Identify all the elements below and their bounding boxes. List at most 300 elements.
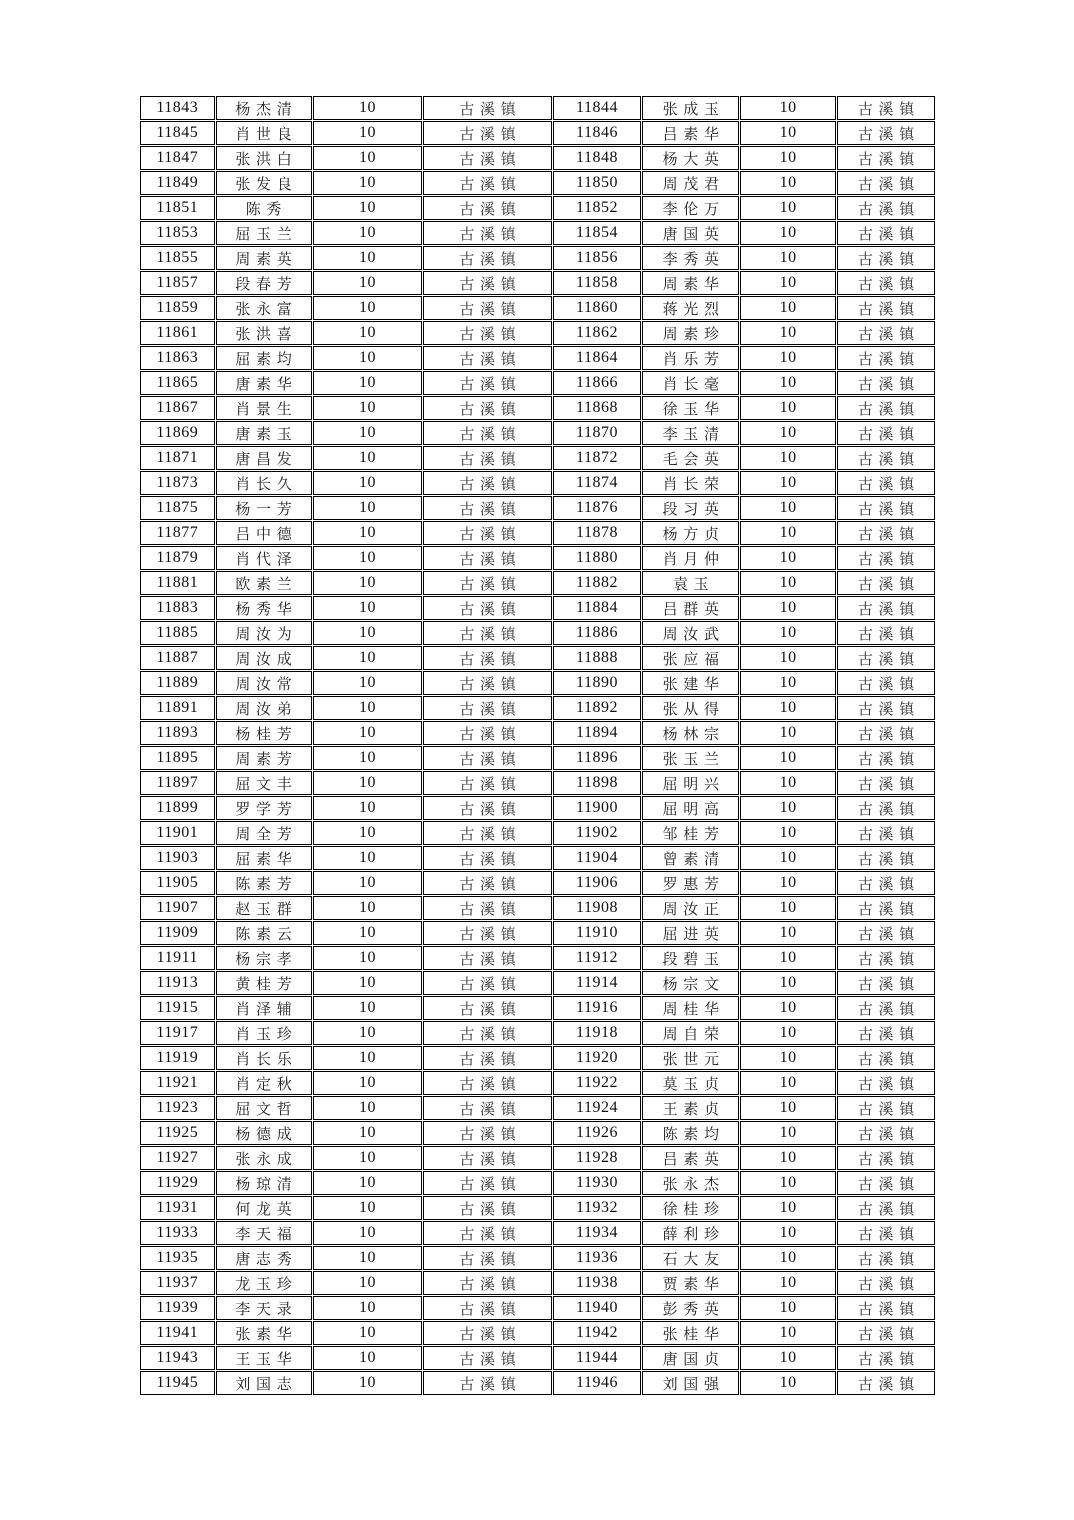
town-cell-right: 古溪镇 — [837, 1121, 935, 1145]
town-cell-left: 古溪镇 — [423, 746, 551, 770]
town-cell-right: 古溪镇 — [837, 871, 935, 895]
serial-cell-right: 11896 — [553, 746, 642, 770]
serial-cell-right: 11922 — [553, 1071, 642, 1095]
name-cell-right: 彭秀英 — [642, 1296, 739, 1320]
town-cell-right: 古溪镇 — [837, 121, 935, 145]
amount-cell-left: 10 — [313, 996, 423, 1020]
table-row — [140, 621, 935, 645]
name-cell-right: 张世元 — [642, 1046, 739, 1070]
serial-cell-left: 11855 — [140, 246, 215, 270]
name-cell-right: 袁玉 — [642, 571, 739, 595]
amount-cell-left: 10 — [313, 1071, 423, 1095]
amount-cell-left: 10 — [313, 196, 423, 220]
town-cell-left: 古溪镇 — [423, 396, 551, 420]
serial-cell-right: 11920 — [553, 1046, 642, 1070]
town-cell-right: 古溪镇 — [837, 1371, 935, 1395]
name-cell-left: 肖景生 — [216, 396, 312, 420]
amount-cell-right: 10 — [740, 1096, 836, 1120]
amount-cell-left: 10 — [313, 946, 423, 970]
name-cell-left: 屈文哲 — [216, 1096, 312, 1120]
serial-cell-right: 11906 — [553, 871, 642, 895]
name-cell-right: 徐桂珍 — [642, 1196, 739, 1220]
town-cell-right: 古溪镇 — [837, 1271, 935, 1295]
name-cell-right: 周素华 — [642, 271, 739, 295]
name-cell-right: 张从得 — [642, 696, 739, 720]
town-cell-right: 古溪镇 — [837, 996, 935, 1020]
amount-cell-right: 10 — [740, 321, 836, 345]
town-cell-right: 古溪镇 — [837, 521, 935, 545]
name-cell-left: 赵玉群 — [216, 896, 312, 920]
serial-cell-right: 11918 — [553, 1021, 642, 1045]
town-cell-left: 古溪镇 — [423, 121, 551, 145]
town-cell-right: 古溪镇 — [837, 396, 935, 420]
table-row — [140, 521, 935, 545]
town-cell-left: 古溪镇 — [423, 1071, 551, 1095]
serial-cell-right: 11856 — [553, 246, 642, 270]
serial-cell-right: 11898 — [553, 771, 642, 795]
name-cell-left: 段春芳 — [216, 271, 312, 295]
amount-cell-right: 10 — [740, 721, 836, 745]
amount-cell-left: 10 — [313, 671, 423, 695]
serial-cell-right: 11924 — [553, 1096, 642, 1120]
amount-cell-right: 10 — [740, 421, 836, 445]
table-row — [140, 221, 935, 245]
town-cell-left: 古溪镇 — [423, 371, 551, 395]
table-row — [140, 1121, 935, 1145]
amount-cell-right: 10 — [740, 1196, 836, 1220]
name-cell-left: 杨秀华 — [216, 596, 312, 620]
town-cell-right: 古溪镇 — [837, 971, 935, 995]
name-cell-right: 屈明高 — [642, 796, 739, 820]
name-cell-right: 屈进英 — [642, 921, 739, 945]
amount-cell-left: 10 — [313, 271, 423, 295]
name-cell-right: 刘国强 — [642, 1371, 739, 1395]
town-cell-right: 古溪镇 — [837, 796, 935, 820]
serial-cell-right: 11904 — [553, 846, 642, 870]
name-cell-right: 杨大英 — [642, 146, 739, 170]
serial-cell-right: 11874 — [553, 471, 642, 495]
town-cell-right: 古溪镇 — [837, 221, 935, 245]
name-cell-right: 周汝武 — [642, 621, 739, 645]
town-cell-right: 古溪镇 — [837, 1196, 935, 1220]
name-cell-left: 唐素玉 — [216, 421, 312, 445]
amount-cell-right: 10 — [740, 521, 836, 545]
name-cell-left: 杨一芳 — [216, 496, 312, 520]
amount-cell-right: 10 — [740, 1321, 836, 1345]
name-cell-left: 陈素芳 — [216, 871, 312, 895]
name-cell-left: 刘国志 — [216, 1371, 312, 1395]
serial-cell-left: 11845 — [140, 121, 215, 145]
serial-cell-right: 11888 — [553, 646, 642, 670]
town-cell-left: 古溪镇 — [423, 671, 551, 695]
town-cell-right: 古溪镇 — [837, 496, 935, 520]
table-row — [140, 796, 935, 820]
town-cell-left: 古溪镇 — [423, 221, 551, 245]
amount-cell-right: 10 — [740, 996, 836, 1020]
town-cell-left: 古溪镇 — [423, 946, 551, 970]
name-cell-left: 张永成 — [216, 1146, 312, 1170]
amount-cell-left: 10 — [313, 1371, 423, 1395]
amount-cell-right: 10 — [740, 1021, 836, 1045]
name-cell-left: 唐素华 — [216, 371, 312, 395]
town-cell-left: 古溪镇 — [423, 1171, 551, 1195]
amount-cell-left: 10 — [313, 1146, 423, 1170]
amount-cell-left: 10 — [313, 346, 423, 370]
table-row — [140, 1246, 935, 1270]
serial-cell-left: 11913 — [140, 971, 215, 995]
table-row — [140, 1271, 935, 1295]
name-cell-right: 张应福 — [642, 646, 739, 670]
town-cell-right: 古溪镇 — [837, 446, 935, 470]
town-cell-left: 古溪镇 — [423, 846, 551, 870]
town-cell-right: 古溪镇 — [837, 271, 935, 295]
serial-cell-left: 11875 — [140, 496, 215, 520]
amount-cell-right: 10 — [740, 221, 836, 245]
amount-cell-right: 10 — [740, 96, 836, 120]
amount-cell-right: 10 — [740, 646, 836, 670]
name-cell-left: 陈素云 — [216, 921, 312, 945]
serial-cell-left: 11865 — [140, 371, 215, 395]
table-row — [140, 771, 935, 795]
amount-cell-left: 10 — [313, 1246, 423, 1270]
serial-cell-left: 11927 — [140, 1146, 215, 1170]
town-cell-left: 古溪镇 — [423, 321, 551, 345]
town-cell-right: 古溪镇 — [837, 646, 935, 670]
serial-cell-right: 11926 — [553, 1121, 642, 1145]
name-cell-right: 李秀英 — [642, 246, 739, 270]
serial-cell-left: 11925 — [140, 1121, 215, 1145]
name-cell-left: 张永富 — [216, 296, 312, 320]
serial-cell-right: 11858 — [553, 271, 642, 295]
name-cell-right: 李伦万 — [642, 196, 739, 220]
serial-cell-right: 11884 — [553, 596, 642, 620]
table-row — [140, 571, 935, 595]
town-cell-left: 古溪镇 — [423, 1321, 551, 1345]
amount-cell-left: 10 — [313, 396, 423, 420]
name-cell-right: 罗惠芳 — [642, 871, 739, 895]
name-cell-left: 周素英 — [216, 246, 312, 270]
serial-cell-right: 11932 — [553, 1196, 642, 1220]
town-cell-left: 古溪镇 — [423, 446, 551, 470]
serial-cell-left: 11891 — [140, 696, 215, 720]
town-cell-left: 古溪镇 — [423, 921, 551, 945]
town-cell-right: 古溪镇 — [837, 921, 935, 945]
serial-cell-right: 11940 — [553, 1296, 642, 1320]
table-row — [140, 96, 935, 120]
table-row — [140, 746, 935, 770]
town-cell-right: 古溪镇 — [837, 371, 935, 395]
table-row — [140, 121, 935, 145]
amount-cell-right: 10 — [740, 696, 836, 720]
serial-cell-right: 11914 — [553, 971, 642, 995]
roster-table — [139, 95, 936, 1396]
amount-cell-left: 10 — [313, 496, 423, 520]
serial-cell-right: 11912 — [553, 946, 642, 970]
table-row — [140, 1221, 935, 1245]
name-cell-right: 吕素英 — [642, 1146, 739, 1170]
name-cell-right: 张成玉 — [642, 96, 739, 120]
serial-cell-right: 11892 — [553, 696, 642, 720]
amount-cell-right: 10 — [740, 396, 836, 420]
table-row — [140, 996, 935, 1020]
amount-cell-left: 10 — [313, 1296, 423, 1320]
serial-cell-right: 11942 — [553, 1321, 642, 1345]
serial-cell-right: 11908 — [553, 896, 642, 920]
town-cell-left: 古溪镇 — [423, 296, 551, 320]
amount-cell-left: 10 — [313, 1346, 423, 1370]
name-cell-left: 杨琼清 — [216, 1171, 312, 1195]
amount-cell-right: 10 — [740, 1121, 836, 1145]
table-row — [140, 1321, 935, 1345]
amount-cell-left: 10 — [313, 321, 423, 345]
town-cell-right: 古溪镇 — [837, 846, 935, 870]
serial-cell-left: 11939 — [140, 1296, 215, 1320]
town-cell-right: 古溪镇 — [837, 1221, 935, 1245]
table-row — [140, 1346, 935, 1370]
name-cell-right: 周自荣 — [642, 1021, 739, 1045]
name-cell-left: 屈玉兰 — [216, 221, 312, 245]
amount-cell-left: 10 — [313, 1171, 423, 1195]
table-row — [140, 1071, 935, 1095]
amount-cell-left: 10 — [313, 596, 423, 620]
name-cell-left: 周汝弟 — [216, 696, 312, 720]
town-cell-left: 古溪镇 — [423, 196, 551, 220]
serial-cell-left: 11869 — [140, 421, 215, 445]
amount-cell-right: 10 — [740, 946, 836, 970]
serial-cell-right: 11870 — [553, 421, 642, 445]
town-cell-right: 古溪镇 — [837, 696, 935, 720]
name-cell-left: 唐昌发 — [216, 446, 312, 470]
table-row — [140, 1046, 935, 1070]
serial-cell-left: 11867 — [140, 396, 215, 420]
amount-cell-left: 10 — [313, 146, 423, 170]
serial-cell-right: 11852 — [553, 196, 642, 220]
amount-cell-right: 10 — [740, 346, 836, 370]
amount-cell-left: 10 — [313, 296, 423, 320]
amount-cell-right: 10 — [740, 496, 836, 520]
amount-cell-right: 10 — [740, 596, 836, 620]
name-cell-left: 屈素华 — [216, 846, 312, 870]
name-cell-right: 肖长毫 — [642, 371, 739, 395]
town-cell-left: 古溪镇 — [423, 1346, 551, 1370]
table-row — [140, 921, 935, 945]
amount-cell-right: 10 — [740, 921, 836, 945]
serial-cell-left: 11885 — [140, 621, 215, 645]
amount-cell-left: 10 — [313, 521, 423, 545]
name-cell-left: 李天录 — [216, 1296, 312, 1320]
serial-cell-left: 11915 — [140, 996, 215, 1020]
name-cell-right: 张玉兰 — [642, 746, 739, 770]
name-cell-right: 邹桂芳 — [642, 821, 739, 845]
amount-cell-right: 10 — [740, 846, 836, 870]
name-cell-left: 唐志秀 — [216, 1246, 312, 1270]
town-cell-right: 古溪镇 — [837, 246, 935, 270]
amount-cell-left: 10 — [313, 971, 423, 995]
table-row — [140, 671, 935, 695]
town-cell-right: 古溪镇 — [837, 621, 935, 645]
name-cell-left: 龙玉珍 — [216, 1271, 312, 1295]
town-cell-left: 古溪镇 — [423, 1096, 551, 1120]
town-cell-left: 古溪镇 — [423, 1296, 551, 1320]
name-cell-right: 毛会英 — [642, 446, 739, 470]
table-row — [140, 1096, 935, 1120]
amount-cell-right: 10 — [740, 871, 836, 895]
town-cell-right: 古溪镇 — [837, 1296, 935, 1320]
amount-cell-left: 10 — [313, 446, 423, 470]
serial-cell-left: 11859 — [140, 296, 215, 320]
serial-cell-left: 11877 — [140, 521, 215, 545]
table-row — [140, 971, 935, 995]
town-cell-left: 古溪镇 — [423, 971, 551, 995]
name-cell-left: 杨宗孝 — [216, 946, 312, 970]
serial-cell-right: 11846 — [553, 121, 642, 145]
town-cell-left: 古溪镇 — [423, 721, 551, 745]
table-row — [140, 946, 935, 970]
town-cell-right: 古溪镇 — [837, 1046, 935, 1070]
town-cell-left: 古溪镇 — [423, 871, 551, 895]
name-cell-left: 何龙英 — [216, 1196, 312, 1220]
amount-cell-right: 10 — [740, 471, 836, 495]
name-cell-left: 张洪喜 — [216, 321, 312, 345]
name-cell-left: 屈素均 — [216, 346, 312, 370]
serial-cell-right: 11878 — [553, 521, 642, 545]
serial-cell-left: 11933 — [140, 1221, 215, 1245]
table-row — [140, 496, 935, 520]
serial-cell-right: 11886 — [553, 621, 642, 645]
town-cell-left: 古溪镇 — [423, 496, 551, 520]
serial-cell-right: 11864 — [553, 346, 642, 370]
serial-cell-left: 11847 — [140, 146, 215, 170]
name-cell-right: 杨林宗 — [642, 721, 739, 745]
name-cell-right: 薛利珍 — [642, 1221, 739, 1245]
serial-cell-left: 11853 — [140, 221, 215, 245]
serial-cell-right: 11946 — [553, 1371, 642, 1395]
amount-cell-left: 10 — [313, 821, 423, 845]
name-cell-left: 罗学芳 — [216, 796, 312, 820]
name-cell-right: 李玉清 — [642, 421, 739, 445]
amount-cell-right: 10 — [740, 121, 836, 145]
serial-cell-right: 11934 — [553, 1221, 642, 1245]
serial-cell-left: 11921 — [140, 1071, 215, 1095]
serial-cell-left: 11851 — [140, 196, 215, 220]
amount-cell-left: 10 — [313, 546, 423, 570]
town-cell-left: 古溪镇 — [423, 646, 551, 670]
amount-cell-left: 10 — [313, 771, 423, 795]
serial-cell-right: 11916 — [553, 996, 642, 1020]
amount-cell-right: 10 — [740, 371, 836, 395]
name-cell-left: 杨杰清 — [216, 96, 312, 120]
table-row — [140, 271, 935, 295]
name-cell-left: 张发良 — [216, 171, 312, 195]
amount-cell-right: 10 — [740, 1246, 836, 1270]
town-cell-right: 古溪镇 — [837, 196, 935, 220]
serial-cell-right: 11880 — [553, 546, 642, 570]
amount-cell-right: 10 — [740, 196, 836, 220]
name-cell-right: 石大友 — [642, 1246, 739, 1270]
serial-cell-left: 11899 — [140, 796, 215, 820]
name-cell-right: 莫玉贞 — [642, 1071, 739, 1095]
town-cell-left: 古溪镇 — [423, 271, 551, 295]
serial-cell-right: 11860 — [553, 296, 642, 320]
serial-cell-left: 11945 — [140, 1371, 215, 1395]
serial-cell-left: 11887 — [140, 646, 215, 670]
town-cell-right: 古溪镇 — [837, 771, 935, 795]
serial-cell-left: 11849 — [140, 171, 215, 195]
name-cell-left: 肖长久 — [216, 471, 312, 495]
serial-cell-left: 11937 — [140, 1271, 215, 1295]
town-cell-right: 古溪镇 — [837, 96, 935, 120]
name-cell-left: 王玉华 — [216, 1346, 312, 1370]
amount-cell-left: 10 — [313, 471, 423, 495]
table-row — [140, 721, 935, 745]
serial-cell-right: 11844 — [553, 96, 642, 120]
table-row — [140, 296, 935, 320]
serial-cell-left: 11883 — [140, 596, 215, 620]
serial-cell-left: 11889 — [140, 671, 215, 695]
amount-cell-right: 10 — [740, 171, 836, 195]
amount-cell-right: 10 — [740, 796, 836, 820]
table-row — [140, 1371, 935, 1395]
serial-cell-left: 11929 — [140, 1171, 215, 1195]
amount-cell-right: 10 — [740, 1046, 836, 1070]
serial-cell-right: 11848 — [553, 146, 642, 170]
serial-cell-right: 11944 — [553, 1346, 642, 1370]
town-cell-left: 古溪镇 — [423, 996, 551, 1020]
name-cell-right: 周素珍 — [642, 321, 739, 345]
amount-cell-right: 10 — [740, 621, 836, 645]
name-cell-left: 肖世良 — [216, 121, 312, 145]
town-cell-right: 古溪镇 — [837, 321, 935, 345]
name-cell-left: 肖定秋 — [216, 1071, 312, 1095]
town-cell-right: 古溪镇 — [837, 146, 935, 170]
amount-cell-left: 10 — [313, 246, 423, 270]
town-cell-left: 古溪镇 — [423, 696, 551, 720]
amount-cell-right: 10 — [740, 1071, 836, 1095]
town-cell-right: 古溪镇 — [837, 471, 935, 495]
serial-cell-right: 11930 — [553, 1171, 642, 1195]
name-cell-left: 李天福 — [216, 1221, 312, 1245]
serial-cell-left: 11843 — [140, 96, 215, 120]
town-cell-left: 古溪镇 — [423, 421, 551, 445]
town-cell-left: 古溪镇 — [423, 571, 551, 595]
amount-cell-left: 10 — [313, 1196, 423, 1220]
amount-cell-right: 10 — [740, 746, 836, 770]
amount-cell-left: 10 — [313, 1271, 423, 1295]
serial-cell-right: 11866 — [553, 371, 642, 395]
name-cell-right: 杨方贞 — [642, 521, 739, 545]
table-row — [140, 371, 935, 395]
town-cell-right: 古溪镇 — [837, 1171, 935, 1195]
serial-cell-right: 11854 — [553, 221, 642, 245]
town-cell-right: 古溪镇 — [837, 171, 935, 195]
town-cell-left: 古溪镇 — [423, 1146, 551, 1170]
amount-cell-right: 10 — [740, 246, 836, 270]
amount-cell-left: 10 — [313, 871, 423, 895]
serial-cell-left: 11911 — [140, 946, 215, 970]
name-cell-left: 肖玉珍 — [216, 1021, 312, 1045]
town-cell-left: 古溪镇 — [423, 796, 551, 820]
town-cell-right: 古溪镇 — [837, 1096, 935, 1120]
serial-cell-left: 11897 — [140, 771, 215, 795]
amount-cell-left: 10 — [313, 721, 423, 745]
town-cell-left: 古溪镇 — [423, 146, 551, 170]
name-cell-left: 周汝成 — [216, 646, 312, 670]
table-row — [140, 321, 935, 345]
amount-cell-left: 10 — [313, 221, 423, 245]
serial-cell-left: 11923 — [140, 1096, 215, 1120]
town-cell-left: 古溪镇 — [423, 1196, 551, 1220]
amount-cell-right: 10 — [740, 1146, 836, 1170]
